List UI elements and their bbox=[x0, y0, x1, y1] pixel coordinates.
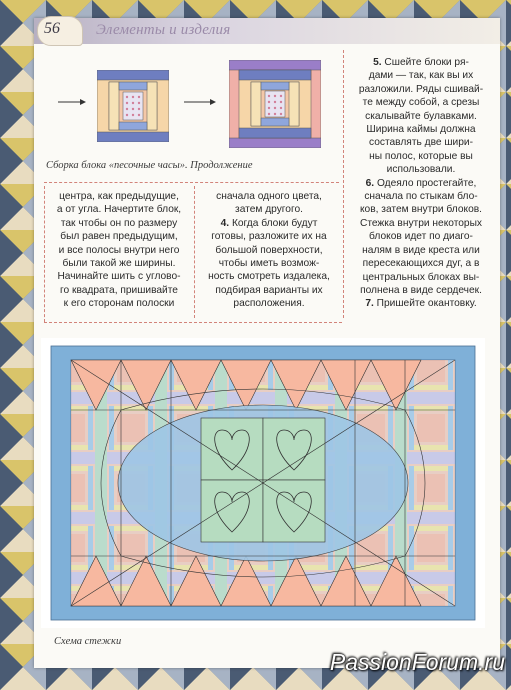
text-line: был равен предыдущим, bbox=[60, 231, 178, 243]
text-line: пересекающихся дуг, а в bbox=[362, 258, 480, 270]
quilting-scheme-diagram bbox=[41, 338, 485, 628]
text-line: сначала одного цвета, bbox=[216, 191, 322, 202]
text-line: Одеяло простегайте, bbox=[376, 177, 477, 189]
text-line: сначала по стыкам бло- bbox=[364, 191, 478, 203]
figure-caption: Схема стежки bbox=[54, 636, 122, 647]
text-line: дами — так, как вы их bbox=[368, 70, 474, 82]
text-line: готовы, разложите их на bbox=[211, 231, 327, 243]
text-line: Когда блоки будут bbox=[231, 217, 318, 229]
step-5-paragraph bbox=[348, 56, 494, 69]
text-bottom-rule bbox=[44, 322, 342, 323]
text-line: ков, затем внутри блоков. bbox=[359, 204, 483, 216]
column-rule bbox=[194, 186, 195, 318]
step-7-paragraph bbox=[348, 297, 494, 310]
text-line: Начинайте шить с углово- bbox=[57, 271, 181, 283]
page-number: 56 bbox=[44, 20, 60, 37]
figure-caption: Сборка блока «песочные часы». Продолжение bbox=[46, 160, 253, 171]
step-number: 7. bbox=[365, 298, 374, 310]
text-line: составлять две шири- bbox=[369, 137, 473, 149]
text-line: к его сторонам полоски bbox=[63, 298, 175, 310]
arrow-icon bbox=[58, 98, 86, 106]
text-line: центральных блоках вы- bbox=[362, 271, 480, 283]
text-line: а от угла. Начертите блок, bbox=[56, 204, 182, 216]
text-line: и все полосы внутри него bbox=[58, 244, 180, 256]
text-line: Ширина каймы должна bbox=[366, 124, 476, 136]
section-title: Элементы и изделия bbox=[96, 22, 231, 38]
text-line: налям в виде креста или bbox=[362, 244, 480, 256]
text-line: Сшейте блоки ря- bbox=[384, 57, 469, 68]
text-line: Стежка внутри некоторых bbox=[359, 217, 483, 229]
text-line: чтобы иметь возмож- bbox=[218, 258, 320, 270]
text-column-right bbox=[348, 56, 494, 311]
step-number: 5. bbox=[373, 57, 382, 68]
column-rule bbox=[343, 50, 344, 318]
text-line: центра, как предыдущие, bbox=[59, 191, 179, 202]
text-line: большой поверхности, bbox=[215, 244, 323, 256]
column-rule bbox=[44, 186, 45, 322]
hourglass-block-large bbox=[229, 60, 321, 148]
text-line: скалывайте булавками. bbox=[365, 110, 477, 122]
text-line: го квадрата, пришивайте bbox=[60, 284, 178, 296]
text-column-left bbox=[48, 190, 190, 311]
figure-rule bbox=[44, 182, 339, 183]
arrow-icon bbox=[184, 98, 216, 106]
step-4-paragraph bbox=[198, 217, 340, 230]
text-line: ны полос, которые вы bbox=[369, 150, 473, 162]
text-column-middle bbox=[198, 190, 340, 311]
text-line: были такой же ширины. bbox=[62, 258, 176, 270]
text-line: блоков идет по диаго- bbox=[369, 231, 473, 243]
step-number: 4. bbox=[220, 217, 230, 229]
hourglass-block-small bbox=[97, 70, 169, 142]
text-line: использовали. bbox=[386, 164, 456, 176]
text-line: полнена в виде сердечек. bbox=[360, 284, 482, 296]
text-line: те между собой, а срезы bbox=[362, 97, 480, 109]
text-line: ность смотреть издалека, bbox=[208, 271, 330, 283]
text-line: затем другого. bbox=[235, 204, 303, 216]
text-line: разложили. Ряды сшивай- bbox=[358, 83, 484, 95]
text-line: Пришейте окантовку. bbox=[376, 298, 477, 310]
step-number: 6. bbox=[365, 177, 375, 189]
text-line: так чтобы он по размеру bbox=[60, 217, 178, 229]
watermark: PassionForum.ru bbox=[329, 649, 505, 675]
step-6-paragraph bbox=[348, 177, 494, 190]
text-line: расположения. bbox=[233, 298, 305, 310]
text-line: подбирая варианты их bbox=[215, 284, 323, 296]
